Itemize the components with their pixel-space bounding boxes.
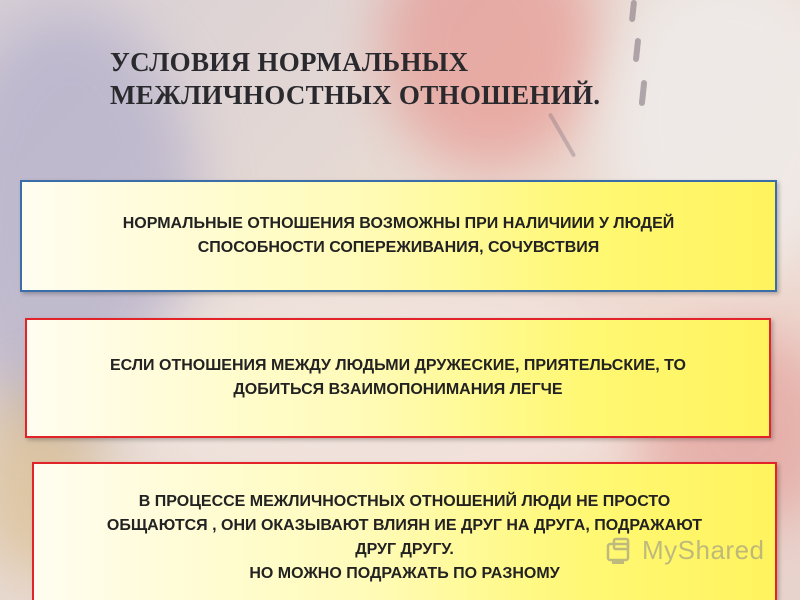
statement-line: ДРУГ ДРУГУ. xyxy=(355,541,454,558)
statement-line: ОБЩАЮТСЯ , ОНИ ОКАЗЫВАЮТ ВЛИЯН ИЕ ДРУГ НА ДРУГА, ПОДРАЖАЮТ xyxy=(106,517,703,534)
watermark xyxy=(606,535,765,566)
statement-box-empathy xyxy=(20,180,777,292)
slide-title-line: МЕЖЛИЧНОСТНЫХ ОТНОШЕНИЙ. xyxy=(110,80,601,110)
statement-line: СПОСОБНОСТИ СОПЕРЕЖИВАНИЯ, СОЧУВСТВИЯ xyxy=(197,239,600,256)
statement-box-friendship xyxy=(25,318,771,438)
slide-title-line: УСЛОВИЯ НОРМАЛЬНЫХ xyxy=(110,47,469,77)
myshared-logo-icon xyxy=(606,536,636,566)
statement-box-influence xyxy=(32,462,777,600)
statement-line: ДОБИТЬСЯ ВЗАИМОПОНИМАНИЯ ЛЕГЧЕ xyxy=(233,381,563,398)
statement-line: В ПРОЦЕССЕ МЕЖЛИЧНОСТНЫХ ОТНОШЕНИЙ ЛЮДИ НЕ ПРОСТО xyxy=(138,493,671,510)
watermark-text: MyShared xyxy=(642,535,765,565)
statement-line: НОРМАЛЬНЫЕ ОТНОШЕНИЯ ВОЗМОЖНЫ ПРИ НАЛИЧИИИ У ЛЮДЕЙ xyxy=(122,215,675,232)
statement-line: НО МОЖНО ПОДРАЖАТЬ ПО РАЗНОМУ xyxy=(249,565,560,582)
slide-title xyxy=(110,46,600,112)
statement-line: ЕСЛИ ОТНОШЕНИЯ МЕЖДУ ЛЮДЬМИ ДРУЖЕСКИЕ, ПРИЯТЕЛЬСКИЕ, ТО xyxy=(110,357,686,374)
